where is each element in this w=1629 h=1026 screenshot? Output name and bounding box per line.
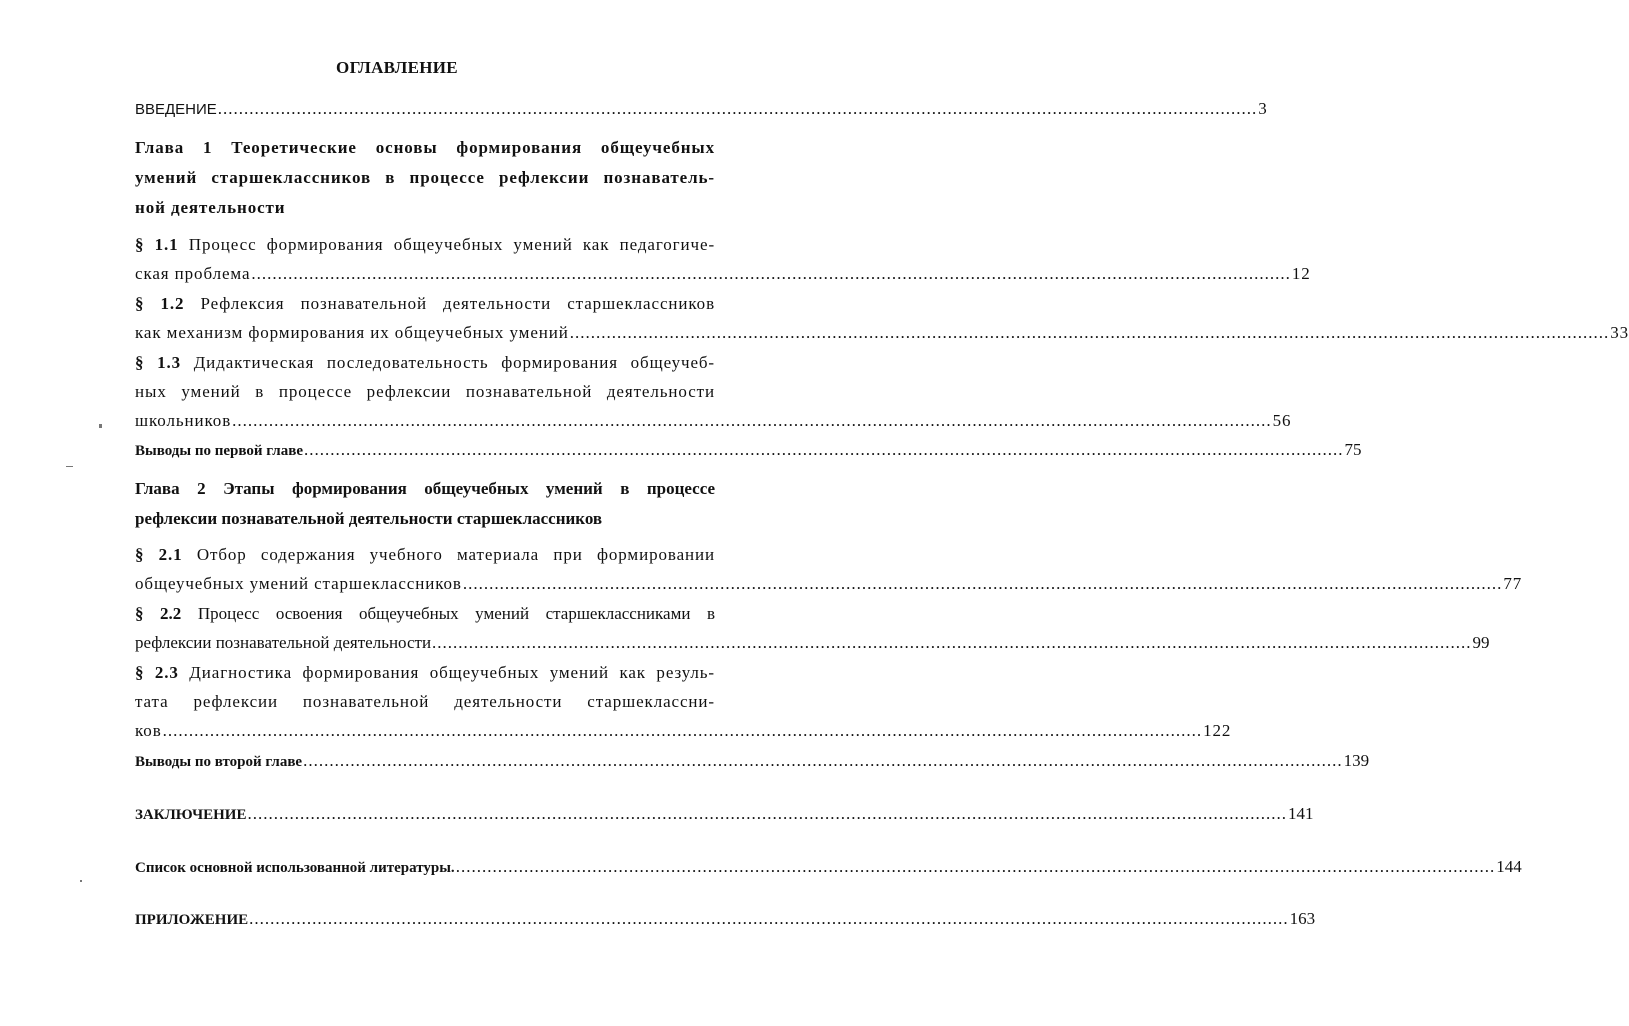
scan-speck bbox=[80, 880, 82, 882]
toc-label: ков bbox=[135, 721, 162, 740]
dot-leader: ...................................................................................................................................................................................................... bbox=[162, 721, 1203, 740]
toc-entry-2-2-line-2[interactable] bbox=[135, 628, 1490, 658]
toc-entry-intro[interactable] bbox=[135, 94, 1267, 124]
page-number: 77 bbox=[1503, 574, 1523, 593]
toc-entry-1-1-line-2[interactable] bbox=[135, 259, 1311, 289]
dot-leader: ...................................................................................................................................................................................................... bbox=[432, 633, 1472, 652]
chapter-2-title-line-2: рефлексии познавательной деятельности старшеклассников bbox=[135, 509, 603, 528]
page-number: 122 bbox=[1203, 721, 1232, 740]
section-number: § 1.2 bbox=[135, 294, 185, 313]
toc-entry-2-3-line-3[interactable] bbox=[135, 716, 1232, 746]
section-number: § 2.3 bbox=[135, 663, 179, 682]
page-number: 99 bbox=[1472, 633, 1490, 652]
dot-leader: ...................................................................................................................................................................................................... bbox=[462, 574, 1503, 593]
toc-entry-conclusions-1[interactable] bbox=[135, 435, 1362, 465]
toc-label: как механизм формирования их общеучебных умений bbox=[135, 323, 569, 342]
toc-label: Выводы по второй главе bbox=[135, 754, 303, 770]
toc-entry-1-3-line-1[interactable] bbox=[135, 348, 715, 378]
page-number: 139 bbox=[1343, 751, 1370, 770]
dot-leader: ...................................................................................................................................................................................................... bbox=[303, 751, 1343, 770]
toc-entry-2-3-line-1[interactable] bbox=[135, 658, 715, 688]
section-number: § 2.2 bbox=[135, 604, 182, 623]
dot-leader: ...................................................................................................................................................................................................... bbox=[303, 440, 1344, 459]
toc-entry-conclusion[interactable] bbox=[135, 799, 1314, 829]
toc-label: ЗАКЛЮЧЕНИЕ bbox=[135, 807, 247, 823]
dot-leader: ...................................................................................................................................................................................................... bbox=[217, 99, 1258, 118]
toc-entry-references[interactable] bbox=[135, 852, 1522, 882]
toc-entry-2-3-line-2: тата рефлексии познавательной деятельности старшеклассни- bbox=[135, 692, 715, 711]
page-number: 163 bbox=[1289, 909, 1316, 928]
toc-label: Список основной использованной литературы. bbox=[135, 860, 455, 876]
toc-label: Процесс освоения общеучебных умений старшеклассниками в bbox=[197, 604, 716, 623]
dot-leader: ...................................................................................................................................................................................................... bbox=[247, 804, 1287, 823]
toc-label: Дидактическая последовательность формирования общеучеб- bbox=[193, 353, 715, 372]
toc-label: Рефлексия познавательной деятельности старшеклассников bbox=[200, 294, 716, 313]
scan-speck bbox=[66, 466, 73, 467]
toc-entry-2-2-line-1[interactable] bbox=[135, 599, 715, 629]
chapter-1-title-line-2: умений старшеклассников в процессе рефлексии познаватель- bbox=[135, 168, 715, 187]
section-number: § 1.1 bbox=[135, 235, 179, 254]
toc-entry-1-3-line-2: ных умений в процессе рефлексии познавательной деятельности bbox=[135, 382, 715, 401]
toc-entry-2-1-line-1[interactable] bbox=[135, 540, 715, 570]
toc-label: ская проблема bbox=[135, 264, 251, 283]
page-number: 3 bbox=[1258, 99, 1267, 118]
dot-leader: ...................................................................................................................................................................................................... bbox=[251, 264, 1291, 283]
toc-entry-2-1-line-2[interactable] bbox=[135, 569, 1523, 599]
page-number: 56 bbox=[1272, 411, 1292, 430]
page-title: ОГЛАВЛЕНИЕ bbox=[336, 58, 458, 77]
page-number: 12 bbox=[1291, 264, 1311, 283]
toc-label: рефлексии познавательной деятельности bbox=[135, 633, 432, 652]
toc-label: Процесс формирования общеучебных умений как педагогиче- bbox=[188, 235, 716, 254]
toc-entry-conclusions-2[interactable] bbox=[135, 746, 1370, 776]
section-number: § 2.1 bbox=[135, 545, 183, 564]
section-number: § 1.3 bbox=[135, 353, 182, 372]
dot-leader: ...................................................................................................................................................................................................... bbox=[249, 909, 1289, 928]
toc-entry-appendix[interactable] bbox=[135, 904, 1316, 934]
toc-label: общеучебных умений старшеклассников bbox=[135, 574, 462, 593]
page-number: 141 bbox=[1287, 804, 1314, 823]
chapter-2-title-line-1: Глава 2 Этапы формирования общеучебных умений в процессе bbox=[135, 479, 715, 498]
page-number: 75 bbox=[1344, 440, 1362, 459]
toc-label: Отбор содержания учебного материала при формировании bbox=[196, 545, 716, 564]
toc-label: Диагностика формирования общеучебных умений как резуль- bbox=[189, 663, 715, 682]
page-number: 33 bbox=[1610, 323, 1629, 342]
toc-label: Выводы по первой главе bbox=[135, 443, 303, 459]
dot-leader: ...................................................................................................................................................................................................... bbox=[569, 323, 1610, 342]
page-number: 144 bbox=[1496, 857, 1522, 876]
toc-label: ВВЕДЕНИЕ bbox=[135, 101, 217, 118]
toc-entry-1-2-line-1[interactable] bbox=[135, 289, 715, 319]
toc-entry-1-3-line-3[interactable] bbox=[135, 406, 1292, 436]
chapter-1-title-line-3: ной деятельности bbox=[135, 198, 286, 217]
toc-entry-1-1-line-1[interactable] bbox=[135, 230, 715, 260]
chapter-1-title-line-1: Глава 1 Теоретические основы формирования общеучебных bbox=[135, 138, 715, 157]
toc-label: школьников bbox=[135, 411, 232, 430]
scan-speck bbox=[99, 424, 102, 428]
dot-leader: ...................................................................................................................................................................................................... bbox=[455, 857, 1496, 876]
toc-entry-1-2-line-2[interactable] bbox=[135, 318, 1629, 348]
dot-leader: ...................................................................................................................................................................................................... bbox=[232, 411, 1272, 430]
toc-label: ПРИЛОЖЕНИЕ bbox=[135, 912, 249, 928]
